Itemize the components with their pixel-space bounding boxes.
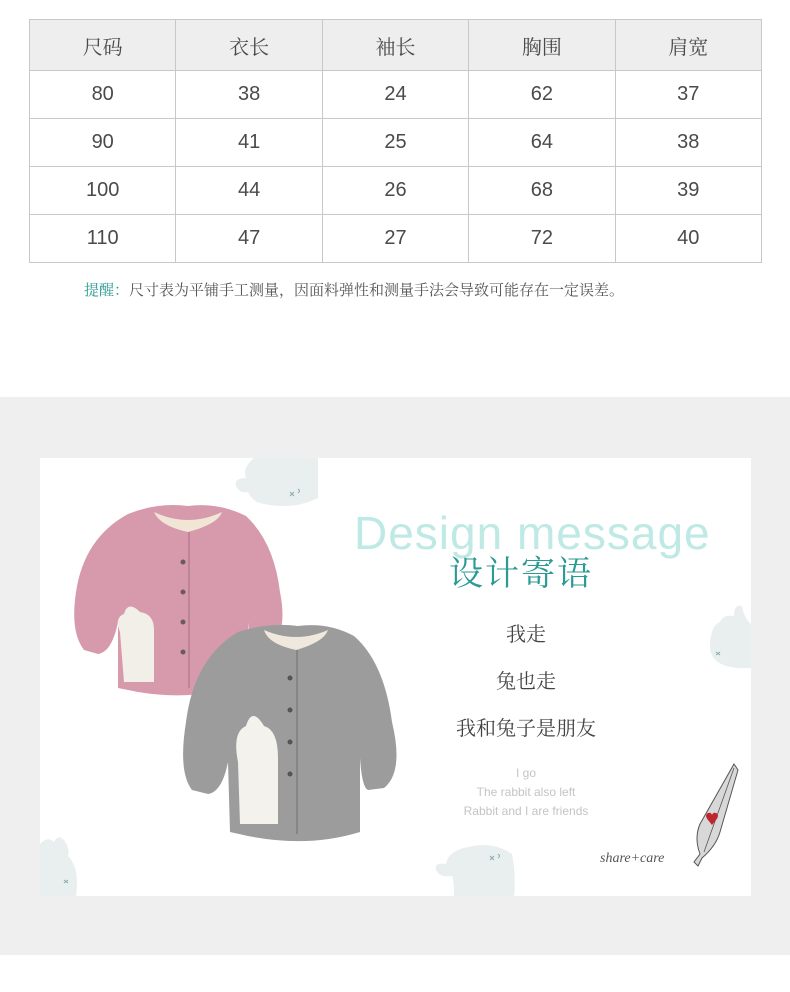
note-text: 尺寸表为平铺手工测量，因面料弹性和测量手法会导致可能存在一定误差。 bbox=[129, 281, 625, 299]
header-cell: 衣长 bbox=[176, 20, 322, 71]
size-table bbox=[29, 19, 762, 263]
design-message-card bbox=[40, 458, 751, 896]
measurement-note bbox=[84, 279, 624, 300]
table-cell: 100 bbox=[30, 167, 176, 215]
table-cell: 64 bbox=[469, 119, 615, 167]
table-cell: 37 bbox=[615, 71, 761, 119]
table-cell: 47 bbox=[176, 215, 322, 263]
table-cell: 90 bbox=[30, 119, 176, 167]
poem-line: 兔也走 bbox=[496, 669, 556, 693]
background-title: Design message bbox=[354, 507, 711, 559]
bunny-top-icon bbox=[234, 458, 318, 508]
poem-line: 我和兔子是朋友 bbox=[456, 716, 596, 740]
table-cell: 38 bbox=[615, 119, 761, 167]
english-line: I go bbox=[515, 766, 536, 780]
note-label: 提醒： bbox=[84, 281, 130, 299]
header-cell: 袖长 bbox=[322, 20, 468, 71]
table-cell: 68 bbox=[469, 167, 615, 215]
table-cell: 41 bbox=[176, 119, 322, 167]
poem-line: 我走 bbox=[506, 622, 546, 646]
showcase-title: 设计寄语 bbox=[449, 554, 593, 594]
bunny-bottom-left-icon bbox=[40, 834, 80, 896]
header-cell: 肩宽 bbox=[615, 20, 761, 71]
table-cell: 62 bbox=[469, 71, 615, 119]
table-cell: 72 bbox=[469, 215, 615, 263]
table-cell: 110 bbox=[30, 215, 176, 263]
table-row bbox=[30, 119, 762, 167]
table-cell: 24 bbox=[322, 71, 468, 119]
table-cell: 44 bbox=[176, 167, 322, 215]
table-cell: 39 bbox=[615, 167, 761, 215]
table-row bbox=[30, 215, 762, 263]
table-cell: 27 bbox=[322, 215, 468, 263]
signature-text: share+care bbox=[600, 851, 665, 866]
header-cell: 胸围 bbox=[469, 20, 615, 71]
bunny-right-icon bbox=[710, 604, 751, 670]
table-cell: 25 bbox=[322, 119, 468, 167]
header-cell: 尺码 bbox=[30, 20, 176, 71]
pen-nib-icon bbox=[680, 762, 740, 868]
table-cell: 38 bbox=[176, 71, 322, 119]
bunny-bottom-center-icon bbox=[434, 844, 516, 896]
table-cell: 80 bbox=[30, 71, 176, 119]
english-line: Rabbit and I are friends bbox=[463, 804, 589, 818]
english-line: The rabbit also left bbox=[476, 785, 576, 799]
table-row bbox=[30, 167, 762, 215]
table-header-row bbox=[30, 20, 762, 71]
table-cell: 26 bbox=[322, 167, 468, 215]
table-row bbox=[30, 71, 762, 119]
table-cell: 40 bbox=[615, 215, 761, 263]
